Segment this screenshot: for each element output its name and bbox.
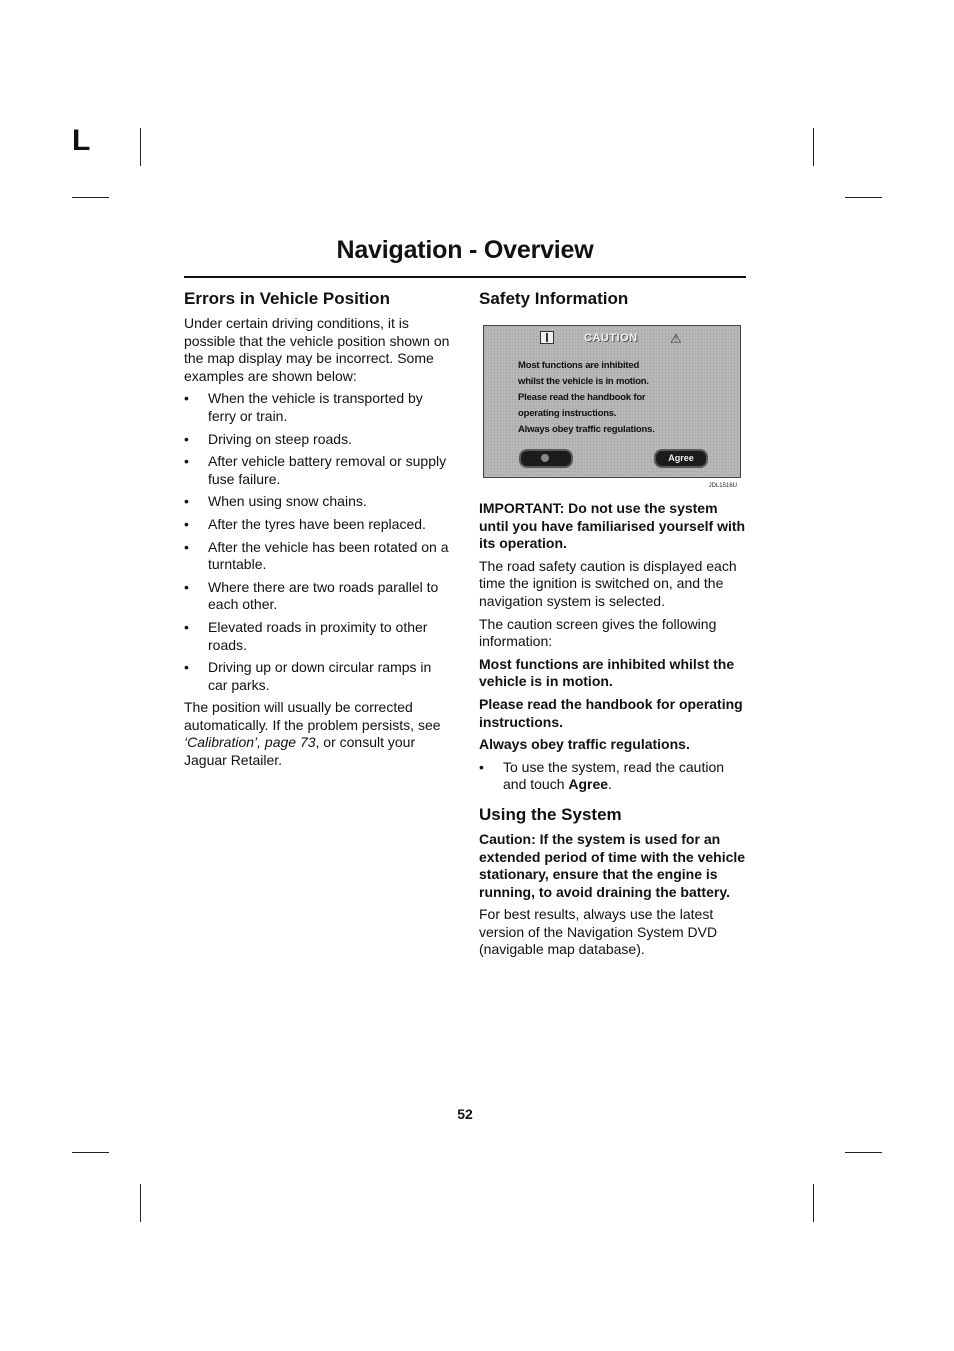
agree-button[interactable]: Agree bbox=[654, 449, 708, 468]
caution-info: Always obey traffic regulations. bbox=[479, 736, 690, 753]
crop-mark bbox=[72, 1152, 109, 1153]
crop-mark bbox=[813, 1184, 814, 1222]
list-item: • After the vehicle has been rotated on a turntable. bbox=[184, 539, 452, 574]
crop-mark bbox=[845, 1152, 882, 1153]
corner-letter: L bbox=[72, 124, 91, 157]
agree-word: Agree bbox=[568, 776, 609, 793]
crop-mark bbox=[845, 197, 882, 198]
list-item: • After vehicle battery removal or supply fuse failure. bbox=[184, 453, 452, 488]
list-item: • Driving up or down circular ramps in car parks. bbox=[184, 659, 452, 694]
list-item: • When the vehicle is transported by ferry or train. bbox=[184, 390, 452, 425]
handbook-icon bbox=[540, 331, 554, 344]
caution-line: Always obey traffic regulations. bbox=[518, 424, 655, 435]
using-system-heading: Using the System bbox=[479, 804, 622, 824]
list-item: • After the tyres have been replaced. bbox=[184, 516, 452, 534]
safety-heading: Safety Information bbox=[479, 289, 629, 308]
caution-line: Most functions are inhibited bbox=[518, 360, 640, 371]
calibration-reference[interactable]: ‘Calibration’, page 73 bbox=[184, 734, 316, 751]
left-column bbox=[184, 288, 452, 775]
safety-para: The road safety caution is displayed each time the ignition is switched on, and the navigation system is selected. bbox=[479, 557, 737, 609]
errors-heading: Errors in Vehicle Position bbox=[184, 289, 390, 308]
errors-intro: Under certain driving conditions, it is possible that the vehicle position shown on the map display may be incorrect. Some examples are shown below: bbox=[184, 315, 450, 384]
caution-info: Please read the handbook for operating instructions. bbox=[479, 695, 743, 730]
agree-suffix: . bbox=[608, 776, 612, 793]
safety-para: The caution screen gives the following information: bbox=[479, 615, 717, 650]
list-item: • Where there are two roads parallel to each other. bbox=[184, 579, 452, 614]
agree-instruction: To use the system, read the caution and touch bbox=[503, 758, 725, 793]
errors-closing bbox=[184, 699, 452, 769]
errors-list bbox=[184, 390, 452, 694]
language-button[interactable] bbox=[519, 449, 573, 468]
right-column bbox=[479, 288, 747, 964]
list-item: • When using snow chains. bbox=[184, 493, 452, 511]
page-number: 52 bbox=[457, 1106, 473, 1122]
title-divider bbox=[184, 276, 746, 278]
caution-screen-figure bbox=[479, 325, 743, 495]
caution-message bbox=[518, 358, 655, 438]
battery-caution: Caution: If the system is used for an extended period of time with the vehicle stationary, ensure that the engine is running, to avoid draining the battery. bbox=[479, 830, 746, 900]
closing-text: , or consult your Jaguar Retailer. bbox=[184, 734, 416, 769]
caution-info: Most functions are inhibited whilst the vehicle is in motion. bbox=[479, 655, 735, 690]
caution-line: Please read the handbook for bbox=[518, 392, 646, 403]
list-item: • Driving on steep roads. bbox=[184, 431, 452, 449]
crop-mark bbox=[140, 1184, 141, 1222]
list-item bbox=[479, 759, 747, 794]
important-note: IMPORTANT: Do not use the system until you have familiarised yourself with its operation. bbox=[479, 500, 746, 552]
caution-screen bbox=[483, 325, 741, 478]
page-title: Navigation - Overview bbox=[336, 236, 594, 264]
agree-list bbox=[479, 759, 747, 794]
warning-icon: ⚠ bbox=[670, 331, 682, 346]
caution-line: whilst the vehicle is in motion. bbox=[518, 376, 649, 387]
dvd-para: For best results, always use the latest version of the Navigation System DVD (navigable map database). bbox=[479, 906, 718, 958]
crop-mark bbox=[140, 128, 141, 166]
caution-header bbox=[484, 330, 740, 346]
caution-title: CAUTION bbox=[584, 332, 638, 344]
crop-mark bbox=[813, 128, 814, 166]
list-item: • Elevated roads in proximity to other roads. bbox=[184, 619, 452, 654]
caution-line: operating instructions. bbox=[518, 408, 617, 419]
crop-mark bbox=[72, 197, 109, 198]
image-code: JDL1516U bbox=[708, 483, 737, 489]
closing-text: The position will usually be corrected automatically. If the problem persists, see bbox=[184, 699, 441, 733]
